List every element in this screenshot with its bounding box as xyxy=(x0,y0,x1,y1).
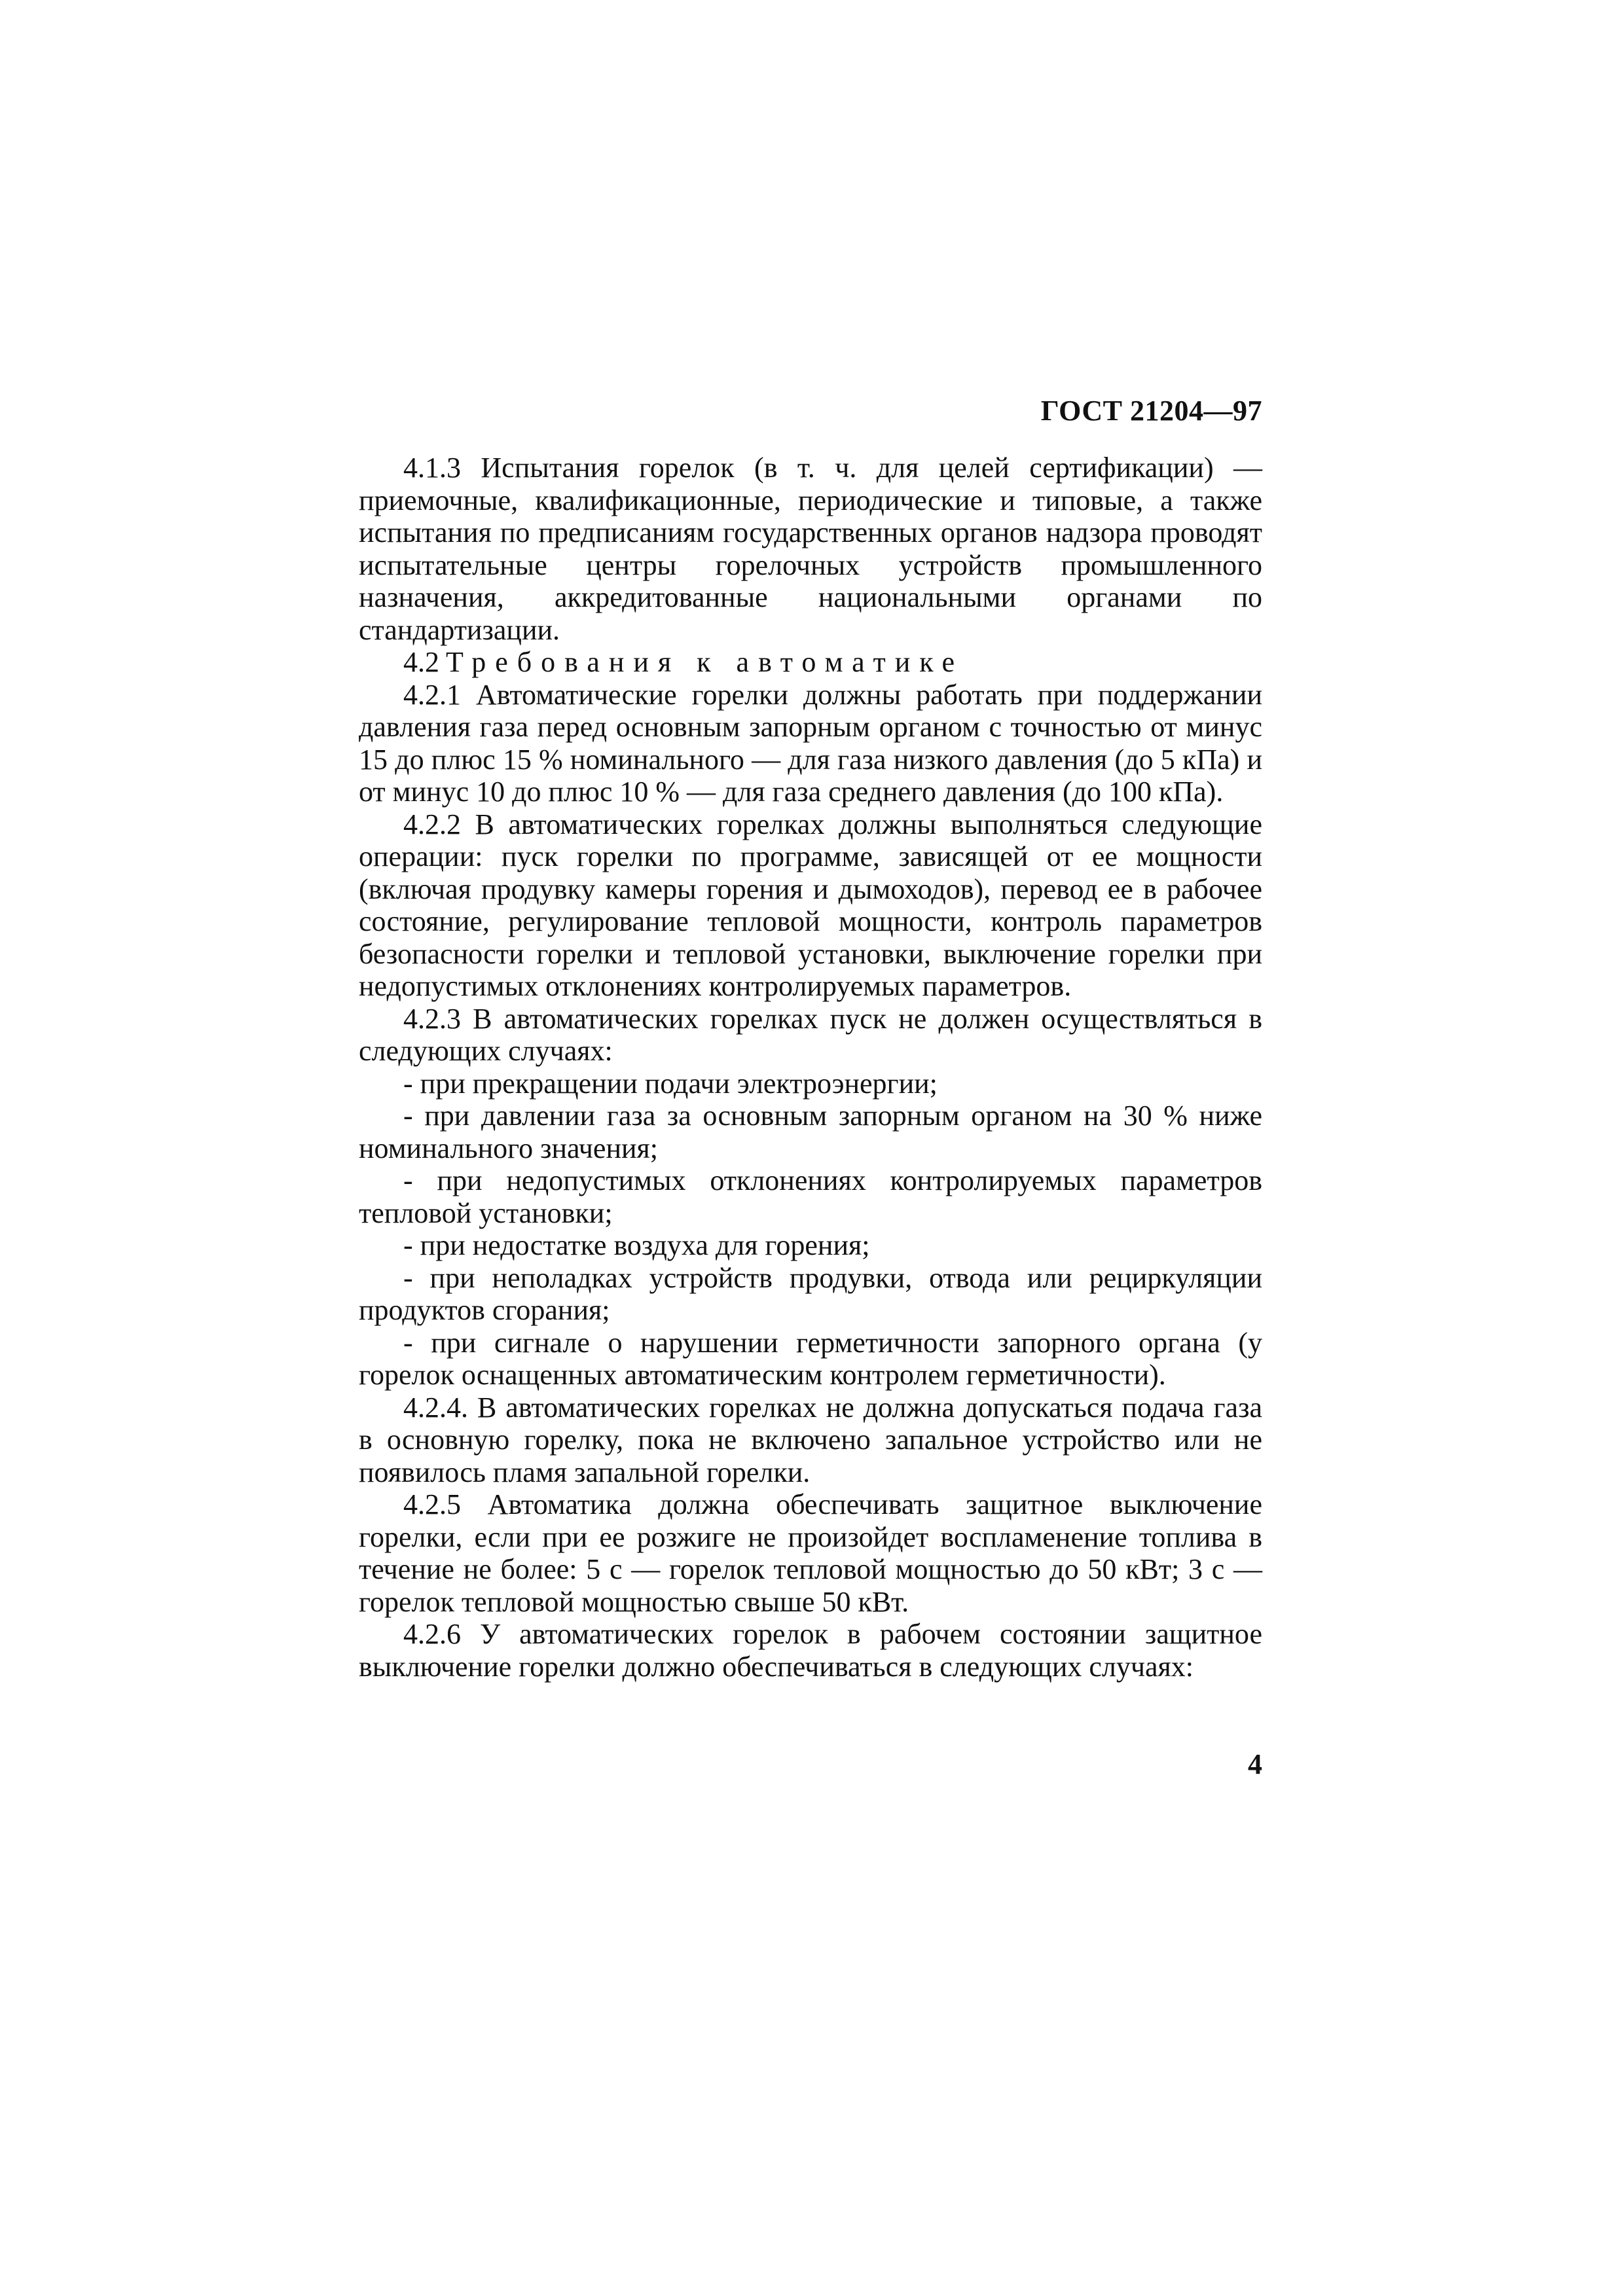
section-heading-number: 4.2 xyxy=(403,646,439,678)
section-heading-4-2 xyxy=(359,646,1262,679)
paragraph-4-2-4: 4.2.4. В автоматических горелках не должна допускаться подача газа в основную горелку, пока не включено запальное устройство или не появилось пламя запальной горелки. xyxy=(359,1391,1262,1488)
paragraph-4-2-2: 4.2.2 В автоматических горелках должны выполняться следующие операции: пуск горелки по программе, зависящей от ее мощности (включая продувку камеры горения и дымоходов), перевод ее в рабочее состояние, регулирование тепловой мощности, контроль параметров безопасности горелки и тепловой установки, выключение горелки при недопустимых отклонениях контролируемых параметров. xyxy=(359,808,1262,1002)
list-item: - при неполадках устройств продувки, отвода или рециркуляции продуктов сгорания; xyxy=(359,1261,1262,1326)
list-item: - при недопустимых отклонениях контролируемых параметров тепловой установки; xyxy=(359,1164,1262,1229)
paragraph-4-2-3: 4.2.3 В автоматических горелках пуск не должен осуществляться в следующих случаях: xyxy=(359,1002,1262,1067)
document-body xyxy=(359,452,1262,1683)
section-heading-title: Требования к автоматике xyxy=(446,646,964,678)
list-item: - при давлении газа за основным запорным органом на 30 % ниже номинального значения; xyxy=(359,1100,1262,1164)
document-code-header: ГОСТ 21204—97 xyxy=(1040,395,1262,427)
paragraph-4-2-1: 4.2.1 Автоматические горелки должны работать при поддержании давления газа перед основным запорным органом с точностью от минус 15 до плюс 15 % номинального — для газа низкого давления (до 5 кПа) и от минус 10 до плюс 10 % — для газа среднего давления (до 100 кПа). xyxy=(359,678,1262,808)
paragraph-4-2-5: 4.2.5 Автоматика должна обеспечивать защитное выключение горелки, если при ее розжиге не произойдет воспламенение топлива в течение не более: 5 с — горелок тепловой мощностью до 50 кВт; 3 с — горелок тепловой мощностью свыше 50 кВт. xyxy=(359,1488,1262,1618)
page-number: 4 xyxy=(1248,1748,1262,1780)
list-item: - при прекращении подачи электроэнергии; xyxy=(403,1067,938,1100)
list-item: - при недостатке воздуха для горения; xyxy=(403,1229,870,1261)
paragraph-4-2-6: 4.2.6 У автоматических горелок в рабочем состоянии защитное выключение горелки должно обеспечиваться в следующих случаях: xyxy=(359,1618,1262,1683)
list-item: - при сигнале о нарушении герметичности запорного органа (у горелок оснащенных автоматическим контролем герметичности). xyxy=(359,1326,1262,1391)
paragraph-4-1-3: 4.1.3 Испытания горелок (в т. ч. для целей сертификации) — приемочные, квалификационные, периодические и типовые, а также испытания по предписаниям государственных органов надзора проводят испытательные центры горелочных устройств промышленного назначения, аккредитованные национальными органами по стандартизации. xyxy=(359,452,1262,646)
